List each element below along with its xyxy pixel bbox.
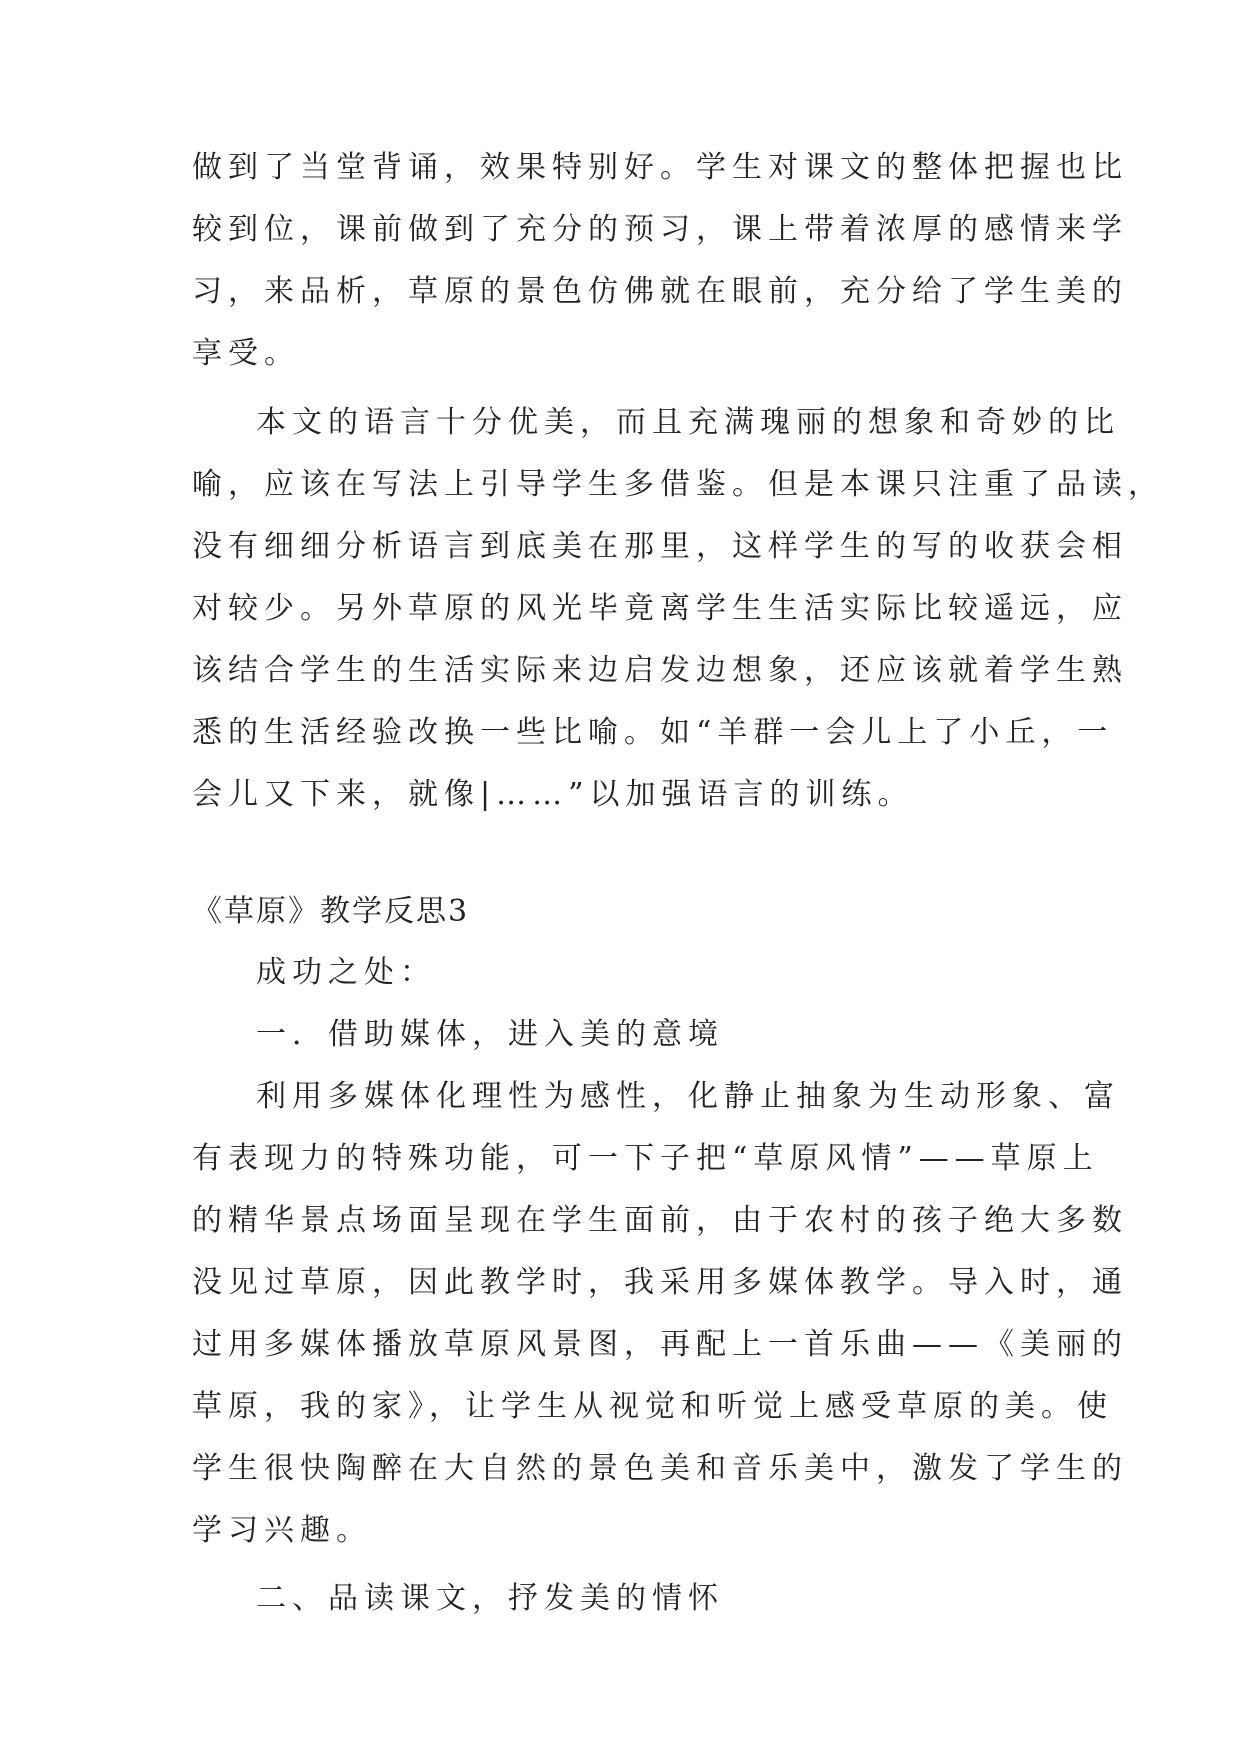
paragraph-2-line-7: 会儿又下来，就像|……”以加强语言的训练。 <box>192 777 914 812</box>
paragraph-3-line-1: 利用多媒体化理性为感性，化静止抽象为生动形象、富 <box>256 1079 1120 1114</box>
paragraph-2-line-2: 喻，应该在写法上引导学生多借鉴。但是本课只注重了品读， <box>192 467 1164 502</box>
paragraph-3-line-2: 有表现力的特殊功能，可一下子把“草原风情”——草原上 <box>192 1141 1099 1176</box>
paragraph-1-line-4: 享受。 <box>192 336 300 371</box>
paragraph-2-line-5: 该结合学生的生活实际来边启发边想象，还应该就着学生熟 <box>192 653 1128 688</box>
paragraph-2-line-1: 本文的语言十分优美，而且充满瑰丽的想象和奇妙的比 <box>256 405 1120 440</box>
heading-two: 二、品读课文，抒发美的情怀 <box>256 1581 724 1616</box>
paragraph-1-line-2: 较到位，课前做到了充分的预习，课上带着浓厚的感情来学 <box>192 212 1128 247</box>
heading-one: 一．借助媒体，进入美的意境 <box>256 1017 724 1052</box>
paragraph-1-line-1: 做到了当堂背诵，效果特别好。学生对课文的整体把握也比 <box>192 150 1128 185</box>
section-title: 《草原》教学反思3 <box>192 894 470 929</box>
paragraph-2-line-6: 悉的生活经验改换一些比喻。如“羊群一会儿上了小丘，一 <box>192 715 1114 750</box>
paragraph-3-line-5: 过用多媒体播放草原风景图，再配上一首乐曲——《美丽的 <box>192 1327 1128 1362</box>
paragraph-3-line-7: 学生很快陶醉在大自然的景色美和音乐美中，激发了学生的 <box>192 1451 1128 1486</box>
paragraph-2-line-4: 对较少。另外草原的风光毕竟离学生生活实际比较遥远，应 <box>192 591 1128 626</box>
heading-success: 成功之处： <box>256 955 436 990</box>
paragraph-3-line-3: 的精华景点场面呈现在学生面前，由于农村的孩子绝大多数 <box>192 1203 1128 1238</box>
paragraph-3-line-8: 学习兴趣。 <box>192 1513 372 1548</box>
paragraph-3-line-4: 没见过草原，因此教学时，我采用多媒体教学。导入时，通 <box>192 1265 1128 1300</box>
paragraph-2-line-3: 没有细细分析语言到底美在那里，这样学生的写的收获会相 <box>192 529 1128 564</box>
paragraph-3-line-6: 草原，我的家》，让学生从视觉和听觉上感受草原的美。使 <box>192 1389 1113 1424</box>
paragraph-1-line-3: 习，来品析，草原的景色仿佛就在眼前，充分给了学生美的 <box>192 274 1128 309</box>
